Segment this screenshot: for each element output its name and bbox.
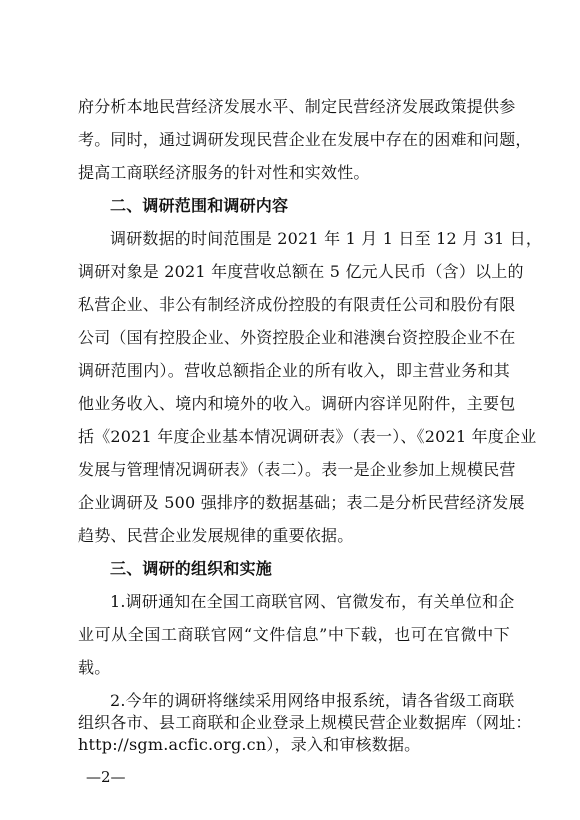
section3-item1-line-2: 业可从全国工商联官网“文件信息”中下载，也可在官微中下 <box>78 625 510 644</box>
page-number: —2— <box>86 768 126 786</box>
section3-item1-line-1: 1.调研通知在全国工商联官网、官微发布，有关单位和企 <box>110 592 515 611</box>
section-heading-organization: 三、调研的组织和实施 <box>110 559 273 578</box>
section2-line-7: 括《2021 年度企业基本情况调研表》（表一）、《2021 年度企业 <box>78 427 537 446</box>
intro-line-2: 考。同时，通过调研发现民营企业在发展中存在的困难和问题， <box>78 130 532 149</box>
section2-line-3: 私营企业、非公有制经济成份控股的有限责任公司和股份有限 <box>78 295 516 314</box>
section3-item1-line-3: 载。 <box>78 658 111 677</box>
section2-line-6: 他业务收入、境内和境外的收入。调研内容详见附件，主要包 <box>78 394 516 413</box>
section2-line-2: 调研对象是 2021 年度营收总额在 5 亿元人民币（含）以上的 <box>78 262 524 281</box>
section2-line-8: 发展与管理情况调研表》（表二）。表一是企业参加上规模民营 <box>78 460 516 479</box>
intro-line-3: 提高工商联经济服务的针对性和实效性。 <box>78 163 370 182</box>
section2-line-10: 趋势、民营企业发展规律的重要依据。 <box>78 526 354 545</box>
section2-line-4: 公司（国有控股企业、外资控股企业和港澳台资控股企业不在 <box>78 328 516 347</box>
section3-item2-line-3: http://sgm.acfic.org.cn），录入和审核数据。 <box>78 735 421 754</box>
section2-line-1: 调研数据的时间范围是 2021 年 1 月 1 日至 12 月 31 日， <box>110 229 543 248</box>
intro-line-1: 府分析本地民营经济发展水平、制定民营经济发展政策提供参 <box>78 97 516 116</box>
section-heading-scope: 二、调研范围和调研内容 <box>110 196 289 215</box>
section3-item2-line-2: 组织各市、县工商联和企业登录上规模民营企业数据库（网址： <box>78 713 532 732</box>
section2-line-9: 企业调研及 500 强排序的数据基础；表二是分析民营经济发展 <box>78 493 525 512</box>
section2-line-5: 调研范围内）。营收总额指企业的所有收入，即主营业务和其 <box>78 361 510 380</box>
section3-item2-line-1: 2.今年的调研将继续采用网络申报系统，请各省级工商联 <box>110 691 515 710</box>
